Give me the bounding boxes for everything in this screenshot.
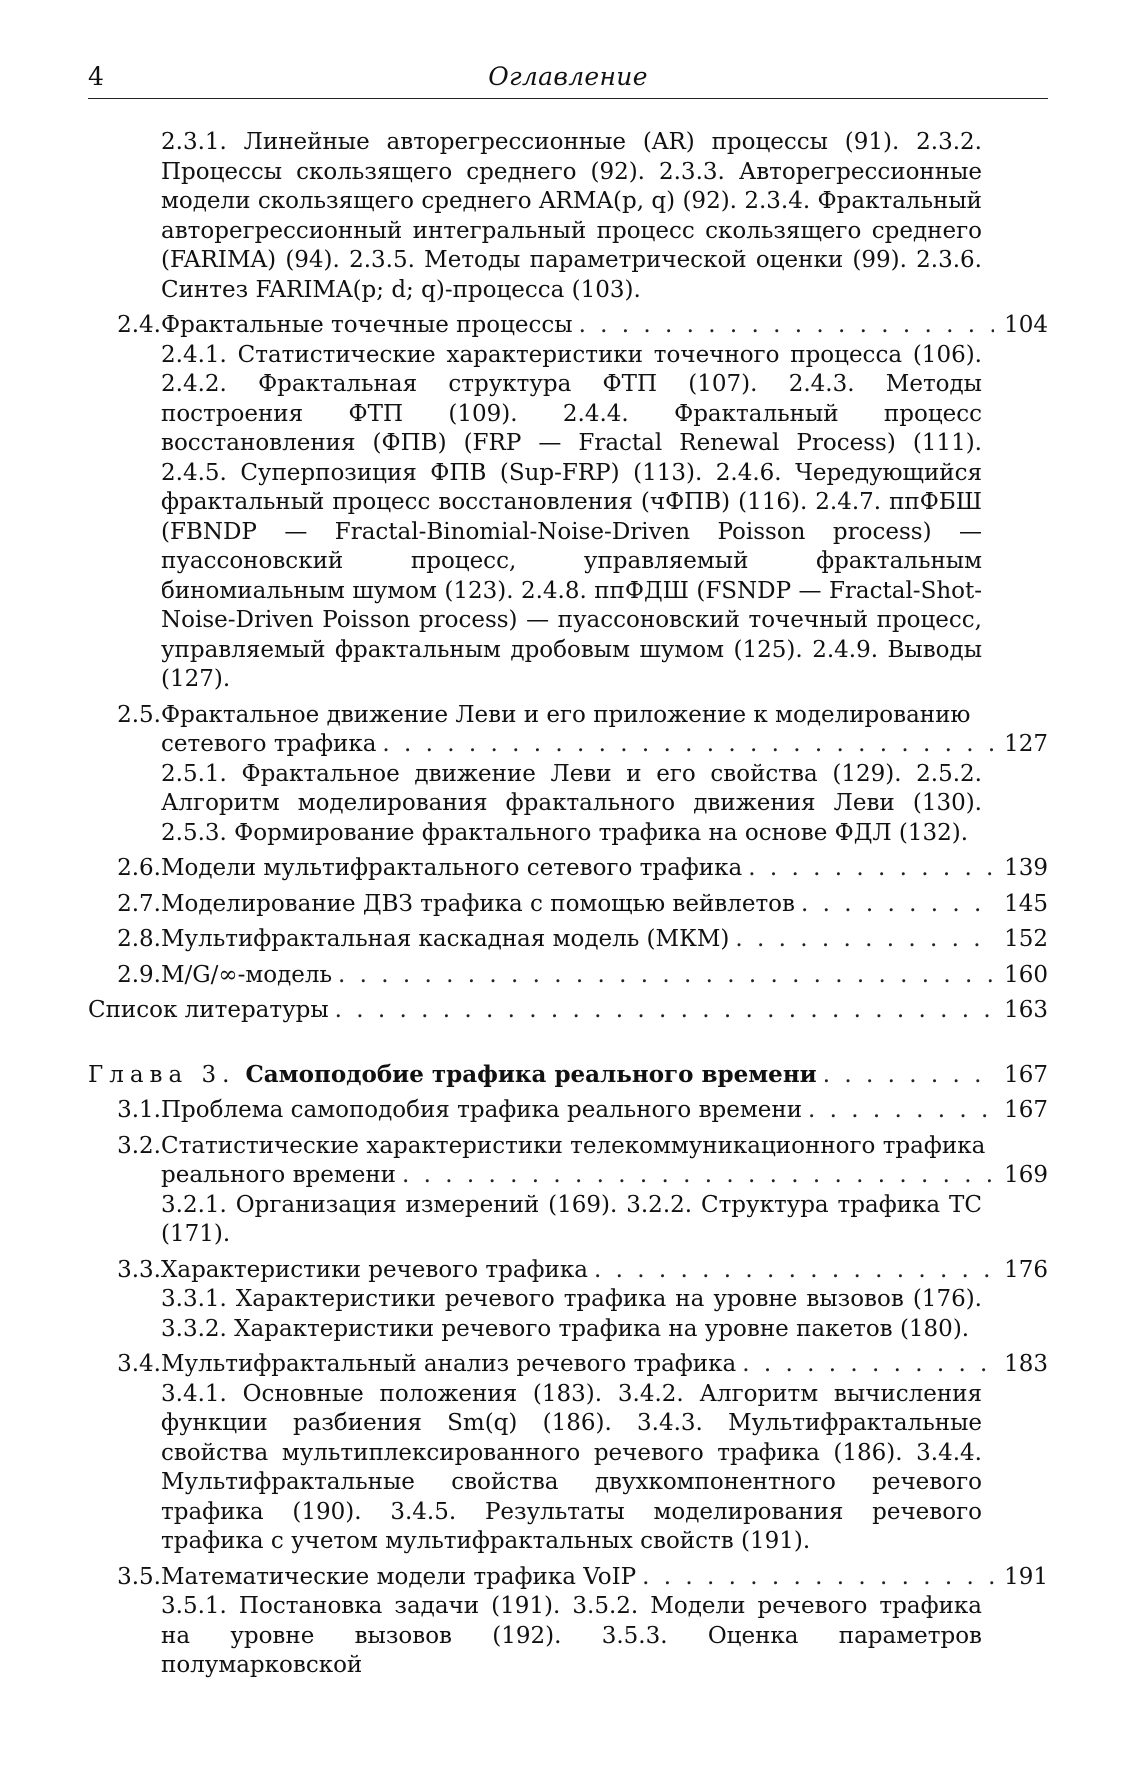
toc-entry-references[interactable] <box>88 996 1048 1026</box>
toc-subsections-2-5: 2.5.1. Фрактальное движение Леви и его свойства (129). 2.5.2. Алгоритм моделирования фрактального движения Леви (130). 2.5.3. Формирование фрактального трафика на основе ФДЛ (132). <box>161 760 982 846</box>
chapter-title: Самоподобие трафика реального времени <box>245 1060 817 1088</box>
dot-leader <box>402 1161 994 1191</box>
toc-entry-number: 2.6. <box>117 855 161 881</box>
toc-entry-2-7[interactable] <box>88 890 1048 920</box>
toc-entry-title: Список литературы <box>88 997 329 1023</box>
toc-entry-title-cont: сетевого трафика <box>161 731 377 757</box>
dot-leader <box>338 961 994 991</box>
toc-entry-3-3[interactable] <box>88 1256 1048 1286</box>
dot-leader <box>335 996 994 1026</box>
toc-entry-number: 2.4. <box>117 312 161 338</box>
toc-entry-title: M/G/∞-модель <box>161 961 332 988</box>
dot-leader <box>823 1061 994 1091</box>
toc-entry-title: Математические модели трафика VoIP <box>161 1563 637 1590</box>
toc-page-ref: 176 <box>1004 1256 1048 1283</box>
toc-subsections-3-5: 3.5.1. Постановка задачи (191). 3.5.2. Модели речевого трафика на уровне вызовов (192). 3.5.3. Оценка параметров полумарковской <box>161 1593 982 1678</box>
dot-leader <box>742 1350 994 1380</box>
toc-page-ref: 167 <box>1004 1061 1048 1088</box>
toc-continuation: 2.3.1. Линейные авторегрессионные (AR) процессы (91). 2.3.2. Процессы скользящего среднего (92). 2.3.3. Авторегрессионные модели скользящего среднего ARMA(p, q) (92). 2.3.4. Фрактальный авторегрессионный интегральный процесс скользящего среднего (FARIMA) (94). 2.3.5. Методы параметрической оценки (99). 2.3.6. Синтез FARIMA(p; d; q)-процесса (103). <box>161 129 982 303</box>
toc-page-ref: 104 <box>1004 312 1048 338</box>
toc-entry-title: Характеристики речевого трафика <box>161 1256 588 1283</box>
toc-entry-number: 3.2. <box>117 1132 161 1159</box>
toc-entry-title-cont: реального времени <box>161 1162 397 1188</box>
toc-entry-2-5[interactable] <box>88 701 1048 760</box>
toc-entry-title: Фрактальные точечные процессы <box>161 312 573 338</box>
toc-page-ref: 152 <box>1004 926 1048 952</box>
toc-entry-3-1[interactable] <box>88 1096 1048 1126</box>
toc-page-ref: 139 <box>1004 855 1048 881</box>
dot-leader <box>579 311 994 341</box>
toc-page-ref: 169 <box>1004 1162 1048 1188</box>
toc-entry-title: Проблема самоподобия трафика реального времени <box>161 1097 803 1123</box>
page-header <box>88 58 1048 99</box>
toc-entry-title: Мультифрактальная каскадная модель (МКМ) <box>161 926 730 952</box>
toc-page-ref: 163 <box>1004 997 1048 1023</box>
toc-page-ref: 127 <box>1004 731 1048 757</box>
toc-entry-3-4[interactable] <box>88 1350 1048 1380</box>
toc-subsections-3-3: 3.3.1. Характеристики речевого трафика на уровне вызовов (176). 3.3.2. Характеристики речевого трафика на уровне пакетов (180). <box>161 1286 982 1342</box>
toc-entry-number: 2.8. <box>117 926 161 952</box>
toc-subsections-3-2: 3.2.1. Организация измерений (169). 3.2.2. Структура трафика ТС (171). <box>161 1191 982 1247</box>
dot-leader <box>748 854 994 884</box>
dot-leader <box>594 1256 994 1286</box>
page-number: 4 <box>88 62 104 91</box>
dot-leader <box>642 1563 994 1593</box>
dot-leader <box>735 925 994 955</box>
toc-entry-title: Фрактальное движение Леви и его приложение к моделированию <box>161 701 971 728</box>
toc-entry-number: 3.3. <box>117 1256 161 1283</box>
toc-page-ref: 183 <box>1004 1351 1048 1377</box>
toc-entry-2-4[interactable] <box>88 311 1048 341</box>
running-title: Оглавление <box>488 62 648 91</box>
toc-entry-3-5[interactable] <box>88 1563 1048 1593</box>
dot-leader <box>801 890 994 920</box>
toc-subsections-2-4: 2.4.1. Статистические характеристики точечного процесса (106). 2.4.2. Фрактальная структура ФТП (107). 2.4.3. Методы построения ФТП (109). 2.4.4. Фрактальный процесс восстановления (ФПВ) (FRP — Fractal Renewal Process) (111). 2.4.5. Суперпозиция ФПВ (Sup-FRP) (113). 2.4.6. Чередующийся фрактальный процесс восстановления (чФПВ) (116). 2.4.7. ппФБШ (FBNDP — Fractal-Binomial-Noise-Driven Poisson process) — пуассоновский процесс, управляемый фрактальным биномиальным шумом (123). 2.4.8. ппФДШ (FSNDP — Fractal-Shot-Noise-Driven Poisson process) — пуассоновский точечный процесс, управляемый фрактальным дробовым шумом (125). 2.4.9. Выводы (127). <box>161 341 982 692</box>
toc-page-ref: 191 <box>1004 1563 1048 1590</box>
toc-subsections-3-4: 3.4.1. Основные положения (183). 3.4.2. Алгоритм вычисления функции разбиения Sm(q) (186). 3.4.3. Мультифрактальные свойства мультиплексированного речевого трафика (186). 3.4.4. Мультифрактальные свойства двухкомпонентного речевого трафика (190). 3.4.5. Результаты моделирования речевого трафика с учетом мультифрактальных свойств (191). <box>161 1380 982 1554</box>
toc-entry-number: 2.9. <box>117 961 161 988</box>
dot-leader <box>382 730 994 760</box>
toc-page-ref: 145 <box>1004 890 1048 917</box>
toc-entry-number: 3.5. <box>117 1563 161 1590</box>
toc-entry-title: Моделирование ДВЗ трафика с помощью вейвлетов <box>161 890 795 917</box>
toc-chapter-3[interactable] <box>88 1060 1048 1091</box>
toc-entry-title: Модели мультифрактального сетевого трафика <box>161 855 743 881</box>
toc-entry-2-8[interactable] <box>88 925 1048 955</box>
toc-page-ref: 167 <box>1004 1097 1048 1123</box>
table-of-contents <box>88 128 1048 1681</box>
toc-page-ref: 160 <box>1004 961 1048 988</box>
toc-entry-title: Статистические характеристики телекоммуникационного трафика <box>161 1132 986 1159</box>
toc-entry-number: 3.4. <box>117 1351 161 1377</box>
toc-entry-number: 2.5. <box>117 701 161 728</box>
dot-leader <box>808 1096 994 1126</box>
toc-entry-title: Мультифрактальный анализ речевого трафика <box>161 1351 737 1377</box>
toc-entry-number: 3.1. <box>117 1097 161 1123</box>
toc-entry-number: 2.7. <box>117 890 161 917</box>
chapter-label: Глава 3. <box>88 1061 236 1088</box>
toc-entry-3-2[interactable] <box>88 1132 1048 1191</box>
toc-entry-2-9[interactable] <box>88 961 1048 991</box>
toc-entry-2-6[interactable] <box>88 854 1048 884</box>
